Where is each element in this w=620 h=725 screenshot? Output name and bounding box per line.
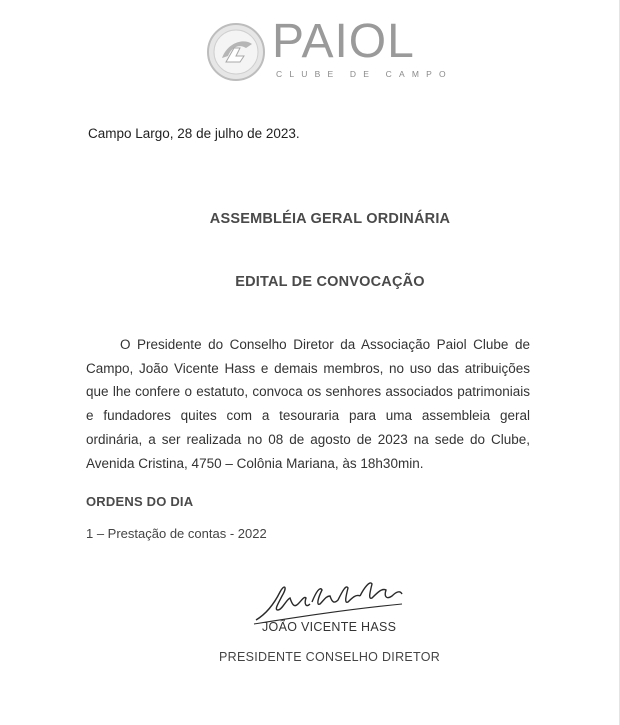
agenda-item: 1 – Prestação de contas - 2022 [86,526,267,541]
club-logo [206,15,453,84]
brand-subtitle: CLUBE DE CAMPO [276,69,453,79]
date-line: Campo Largo, 28 de julho de 2023. [88,126,300,141]
convocation-text: O Presidente do Conselho Diretor da Associação Paiol Clube de Campo, João Vicente Hass e demais membros, no uso das atribuições que lhe confere o estatuto, convoca os senhores associados patrimoniais e fundadores quites com a tesouraria para uma assembleia geral ordinária, a ser realizada no 08 de agosto de 2023 na sede do Clube, Avenida Cristina, 4750 – Colônia Mariana, às 18h30min. [86,337,530,471]
signatory-role: PRESIDENTE CONSELHO DIRETOR [219,650,441,664]
brand-wordmark: PAIOL [272,15,415,68]
document-subheading: EDITAL DE CONVOCAÇÃO [235,274,425,290]
document-heading: ASSEMBLÉIA GERAL ORDINÁRIA [209,211,451,227]
signatory-name: JOÃO VICENTE HASS [262,620,397,634]
paiol-emblem-icon [206,22,266,82]
agenda-heading: ORDENS DO DIA [86,494,194,509]
convocation-paragraph [86,333,530,475]
